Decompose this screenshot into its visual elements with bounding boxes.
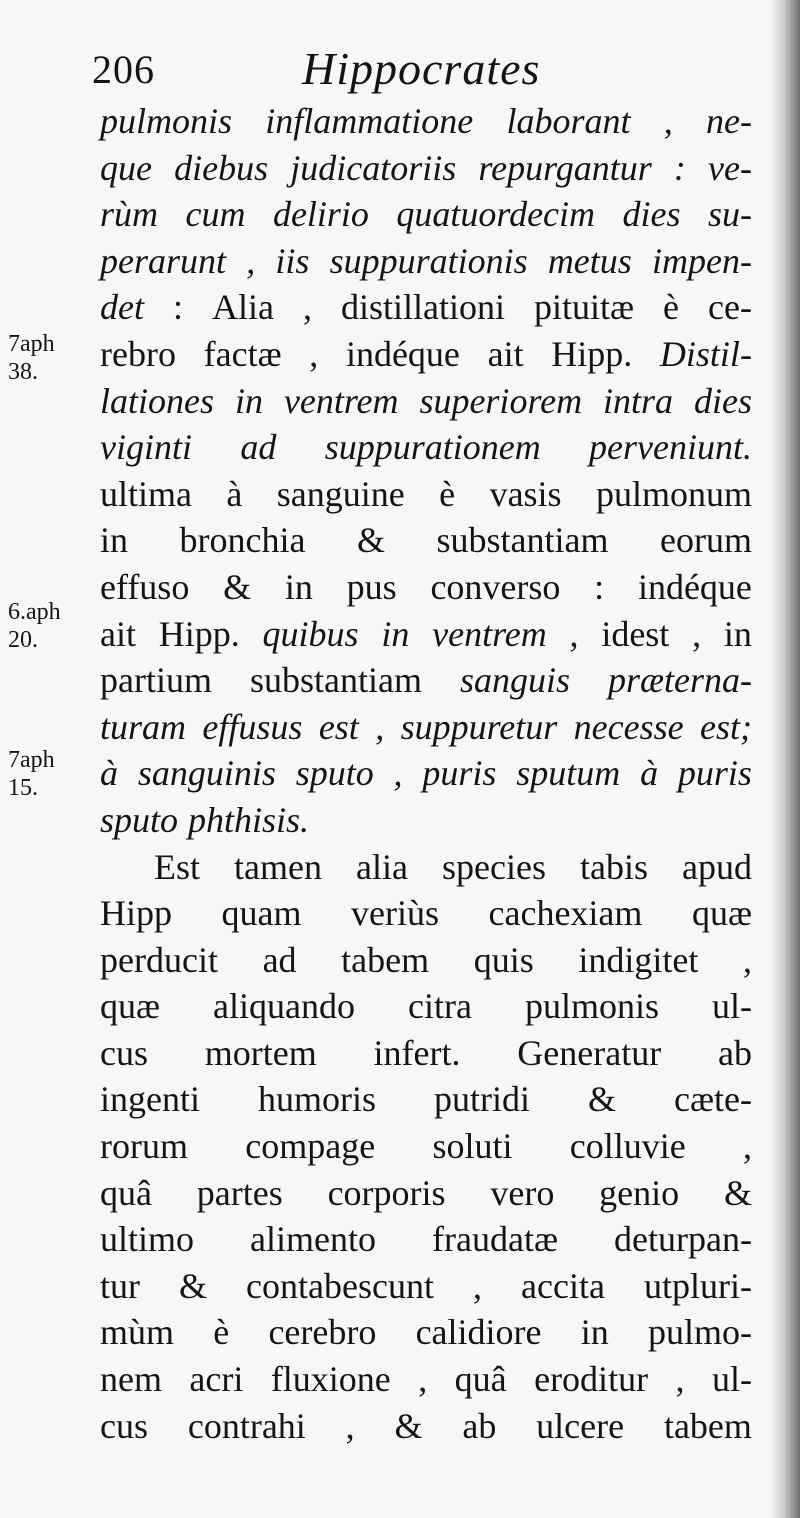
text-line xyxy=(100,238,752,285)
word: indéque xyxy=(345,333,460,374)
word: sanguine xyxy=(276,473,405,514)
word: impen- xyxy=(652,240,752,281)
word: præterna- xyxy=(608,660,752,701)
word: Hipp xyxy=(100,893,172,934)
word: sanguis xyxy=(459,660,570,701)
word: ventrem xyxy=(432,613,547,654)
text-line xyxy=(100,517,752,564)
text-line xyxy=(100,1216,752,1263)
word: & xyxy=(223,566,252,607)
word: tamen xyxy=(234,846,322,887)
word: corporis xyxy=(327,1172,446,1213)
word: , xyxy=(473,1265,482,1306)
word: in xyxy=(723,613,752,654)
word: , xyxy=(742,939,752,980)
word: alia xyxy=(356,846,408,887)
word: substantiam xyxy=(249,660,422,701)
word: eorum xyxy=(660,520,752,561)
word: converso xyxy=(430,566,561,607)
text-line xyxy=(100,564,752,611)
text-line xyxy=(100,1123,752,1170)
word: quæ xyxy=(100,986,161,1027)
word: det xyxy=(100,287,144,328)
text-line xyxy=(100,844,752,891)
word: , xyxy=(375,706,385,747)
word: intra xyxy=(603,380,674,421)
word: ne- xyxy=(706,101,752,141)
word: apud xyxy=(682,846,752,887)
word: , xyxy=(569,613,579,654)
word: ait xyxy=(100,613,136,654)
word: ve- xyxy=(708,147,752,188)
word: sputum xyxy=(516,753,621,794)
text-line xyxy=(100,1263,752,1310)
word: , xyxy=(345,1405,355,1446)
word: ul- xyxy=(711,986,752,1027)
word: quæ xyxy=(691,893,752,934)
word: substantiam xyxy=(436,520,609,561)
word: suppuretur xyxy=(400,706,558,747)
text-line xyxy=(100,1030,752,1077)
word: quâ xyxy=(454,1359,507,1400)
word: quibus xyxy=(262,613,359,654)
word: quâ xyxy=(100,1172,152,1213)
word: effusus xyxy=(202,706,303,747)
margin-note-num: 15. xyxy=(8,775,38,801)
text-line xyxy=(100,331,752,378)
word: su- xyxy=(707,194,752,235)
word: lationes xyxy=(100,380,214,421)
word: ulcere xyxy=(536,1405,625,1446)
running-head: Hippocrates xyxy=(302,43,541,94)
word: : xyxy=(673,147,686,188)
word: in xyxy=(381,613,410,654)
word: contabescunt xyxy=(246,1265,434,1306)
word: sputo xyxy=(100,799,179,840)
word: est; xyxy=(700,706,752,747)
text-line xyxy=(100,611,752,658)
word: laborant xyxy=(506,101,631,141)
word: & xyxy=(723,1172,752,1213)
margin-note-ref: 7aph xyxy=(8,747,55,773)
word: fluxione xyxy=(270,1359,391,1400)
word: necesse xyxy=(573,706,684,747)
word: à xyxy=(640,753,659,794)
text-line xyxy=(100,937,752,984)
body-text xyxy=(100,98,752,1449)
text-line xyxy=(100,284,752,331)
word: compage xyxy=(245,1126,376,1167)
word: cus xyxy=(100,1032,148,1073)
word: distillationi xyxy=(340,287,505,328)
word: soluti xyxy=(432,1126,513,1167)
word: vasis xyxy=(489,473,562,514)
word: tabem xyxy=(341,939,430,980)
word: mortem xyxy=(204,1032,317,1073)
text-line xyxy=(100,145,752,192)
word: & xyxy=(357,520,386,561)
word: perveniunt. xyxy=(589,427,752,468)
word: : xyxy=(594,566,605,607)
word: , xyxy=(246,240,256,281)
word: : xyxy=(172,287,183,328)
text-line xyxy=(100,657,752,704)
word: perducit xyxy=(100,939,218,980)
word: iis xyxy=(275,240,310,281)
word: cæte- xyxy=(674,1079,752,1120)
word: suppurationis xyxy=(329,240,528,281)
word: inflammatione xyxy=(265,101,474,141)
word: , xyxy=(742,1126,752,1167)
margin-note xyxy=(8,330,55,386)
word: superiorem xyxy=(419,380,583,421)
word: sputo xyxy=(295,753,374,794)
word: Distil- xyxy=(659,333,752,374)
word: deturpan- xyxy=(614,1219,752,1260)
word: , xyxy=(663,101,673,141)
word: vero xyxy=(490,1172,555,1213)
text-line xyxy=(100,424,752,471)
word: dies xyxy=(693,380,752,421)
word: , xyxy=(692,613,702,654)
page-number: 206 xyxy=(92,47,155,92)
text-line xyxy=(100,471,752,518)
word: ultima xyxy=(100,473,192,514)
word: partes xyxy=(196,1172,283,1213)
text-line xyxy=(100,191,752,238)
word: indigitet xyxy=(578,939,699,980)
text-line xyxy=(100,890,752,937)
word: factæ xyxy=(203,333,282,374)
word: mùm xyxy=(100,1312,175,1353)
word: sanguinis xyxy=(137,753,276,794)
word: , xyxy=(393,753,403,794)
word: putridi xyxy=(434,1079,530,1120)
margin-note-num: 38. xyxy=(8,359,38,385)
word: ul- xyxy=(711,1359,752,1400)
word: cum xyxy=(185,194,246,235)
word: genio xyxy=(599,1172,680,1213)
text-line xyxy=(100,1356,752,1403)
word: rùm xyxy=(100,194,159,235)
word: quis xyxy=(473,939,534,980)
word: Hipp. xyxy=(158,613,240,654)
word: infert. xyxy=(373,1032,461,1073)
word: partium xyxy=(100,660,212,701)
word: alimento xyxy=(250,1219,377,1260)
word: , xyxy=(302,287,312,328)
word: ab xyxy=(462,1405,497,1446)
word: ultimo xyxy=(100,1219,195,1260)
word: tabem xyxy=(663,1405,752,1446)
word: in xyxy=(234,380,263,421)
word: ventrem xyxy=(283,380,399,421)
word: acri xyxy=(189,1359,244,1400)
margin-note-ref: 7aph xyxy=(8,331,55,357)
word: pulmonis xyxy=(100,101,233,141)
word: Alia xyxy=(212,287,274,328)
word: ad xyxy=(262,939,297,980)
word: cus xyxy=(100,1405,148,1446)
word: puris xyxy=(677,753,752,794)
word: indéque xyxy=(637,566,752,607)
page-header xyxy=(92,40,652,100)
word: turam xyxy=(100,706,187,747)
word: metus xyxy=(547,240,632,281)
word: Hipp. xyxy=(551,333,633,374)
word: phthisis. xyxy=(188,799,310,840)
word: pulmonum xyxy=(595,473,752,514)
word: & xyxy=(179,1265,208,1306)
word: , xyxy=(418,1359,428,1400)
word: perarunt xyxy=(100,240,226,281)
word: , xyxy=(309,333,319,374)
word: diebus xyxy=(174,147,269,188)
word: è xyxy=(439,473,456,514)
text-line xyxy=(100,797,752,844)
word: suppurationem xyxy=(324,427,541,468)
text-line xyxy=(100,704,752,751)
word: nem xyxy=(100,1359,162,1400)
text-line xyxy=(100,1076,752,1123)
word: calidiore xyxy=(415,1312,542,1353)
word: in xyxy=(284,566,313,607)
word: contrahi xyxy=(187,1405,306,1446)
word: accita xyxy=(521,1265,605,1306)
word: eroditur xyxy=(534,1359,649,1400)
word: à xyxy=(226,473,243,514)
word: species xyxy=(442,846,546,887)
word: quatuordecim xyxy=(396,194,596,235)
margin-note-ref: 6.aph xyxy=(8,599,61,625)
word: ait xyxy=(487,333,524,374)
margin-note xyxy=(8,598,61,654)
word: fraudatæ xyxy=(432,1219,558,1260)
word: à xyxy=(100,753,118,794)
text-line xyxy=(100,98,752,145)
word: in xyxy=(100,520,129,561)
margin-note xyxy=(8,746,55,802)
word: pulmonis xyxy=(524,986,659,1027)
word: & xyxy=(394,1405,423,1446)
word: cachexiam xyxy=(488,893,643,934)
word: pus xyxy=(346,566,397,607)
word: è xyxy=(663,287,680,328)
word: dies xyxy=(622,194,681,235)
word: bronchia xyxy=(179,520,306,561)
word: delirio xyxy=(272,194,369,235)
text-line xyxy=(100,983,752,1030)
word: utpluri- xyxy=(643,1265,752,1306)
word: ce- xyxy=(708,287,752,328)
binding-shadow xyxy=(772,0,800,1518)
text-line xyxy=(100,1309,752,1356)
word: ad xyxy=(240,427,277,468)
word: pulmo- xyxy=(647,1312,752,1353)
word: est xyxy=(318,706,359,747)
word: & xyxy=(588,1079,617,1120)
word: que xyxy=(100,147,152,188)
word: citra xyxy=(407,986,472,1027)
word: tabis xyxy=(579,846,648,887)
text-line xyxy=(100,1403,752,1450)
word: ingenti xyxy=(100,1079,200,1120)
word: humoris xyxy=(257,1079,376,1120)
word: Generatur xyxy=(517,1032,662,1073)
word: veriùs xyxy=(351,893,439,934)
text-line xyxy=(100,378,752,425)
word: aliquando xyxy=(213,986,355,1027)
word: rebro xyxy=(100,333,176,374)
text-line xyxy=(100,750,752,797)
word: quam xyxy=(221,893,302,934)
word: cerebro xyxy=(268,1312,377,1353)
word: è xyxy=(213,1312,230,1353)
word: pituitæ xyxy=(534,287,635,328)
word: judicatoriis xyxy=(290,147,457,188)
word: Est xyxy=(154,846,201,887)
word: effuso xyxy=(100,566,190,607)
text-line xyxy=(100,1170,752,1217)
word: ab xyxy=(718,1032,752,1073)
word: colluvie xyxy=(569,1126,686,1167)
word: tur xyxy=(100,1265,140,1306)
margin-note-num: 20. xyxy=(8,627,38,653)
word: repurgantur xyxy=(478,147,652,188)
word: puris xyxy=(422,753,497,794)
word: viginti xyxy=(100,427,192,468)
word: , xyxy=(675,1359,685,1400)
word: idest xyxy=(601,613,670,654)
word: in xyxy=(580,1312,609,1353)
word: rorum xyxy=(100,1126,188,1167)
